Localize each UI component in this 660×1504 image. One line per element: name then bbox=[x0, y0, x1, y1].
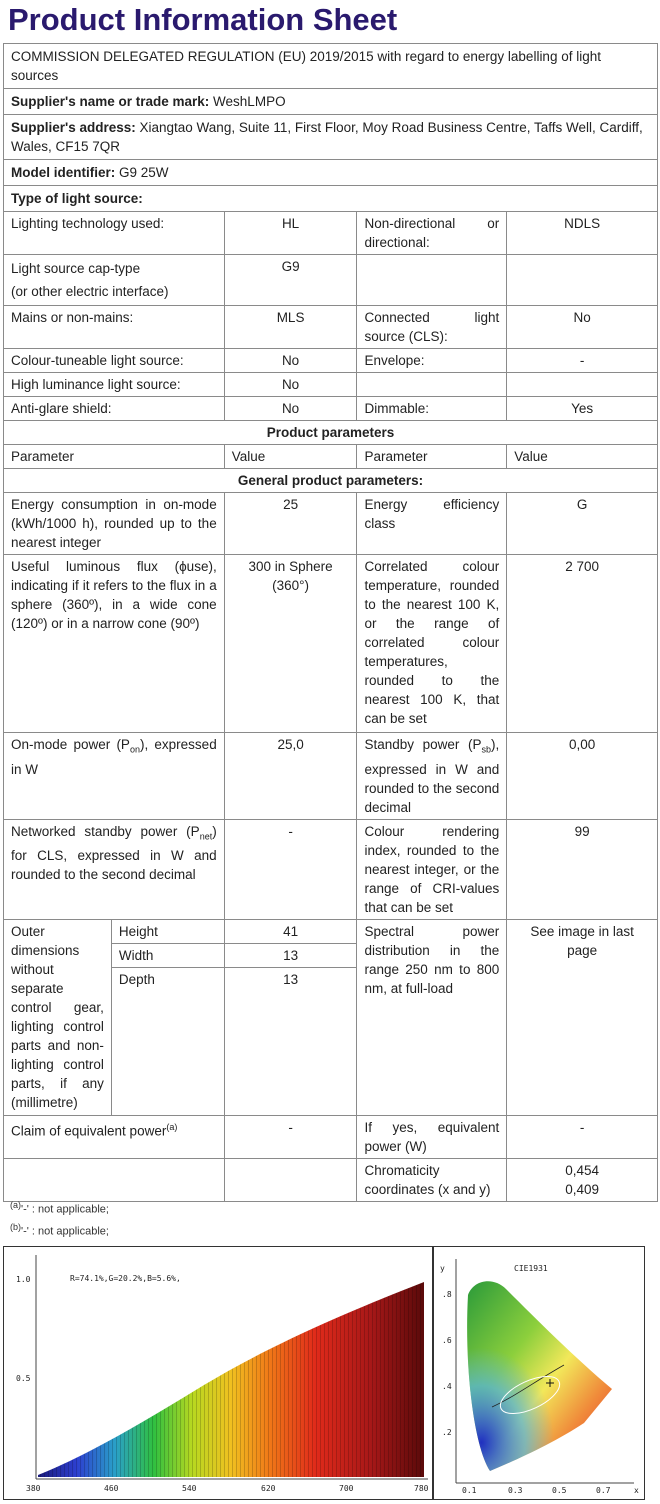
label-energy-consumption: Energy consumption in on-mode (kWh/1000 h), rounded up to the nearest integer bbox=[4, 493, 225, 555]
spectrum-stripes bbox=[38, 1282, 424, 1477]
value-height: 41 bbox=[224, 919, 357, 943]
supplier-name-value: WeshLMPO bbox=[213, 94, 286, 109]
label-envelope: Envelope: bbox=[357, 349, 507, 373]
value-cap-type: G9 bbox=[224, 255, 357, 306]
spectral-power-svg bbox=[4, 1247, 432, 1499]
label-cap-type-note: (or other electric interface) bbox=[11, 284, 169, 299]
type-row-tech bbox=[4, 212, 658, 255]
label-mains: Mains or non-mains: bbox=[4, 306, 225, 349]
model-label: Model identifier: bbox=[11, 165, 116, 180]
label-high-luminance: High luminance light source: bbox=[4, 373, 225, 397]
label-colour-tuneable: Colour-tuneable light source: bbox=[4, 349, 225, 373]
type-row-high-luminance bbox=[4, 373, 658, 397]
value-anti-glare: No bbox=[224, 397, 357, 421]
supplier-address-row bbox=[4, 115, 658, 160]
label-standby-power: Standby power $(P_{sb})$, expressed in W and rounded to the second decimal bbox=[357, 733, 507, 820]
cie-chromaticity-chart bbox=[433, 1246, 645, 1500]
value-if-yes-equivalent: - bbox=[507, 1115, 658, 1158]
value-standby-power: 0,00 bbox=[507, 733, 658, 820]
value-high-luminance: No bbox=[224, 373, 357, 397]
label-width: Width bbox=[111, 943, 224, 967]
cie-y-tick-04: .4 bbox=[442, 1382, 452, 1391]
type-row-tuneable bbox=[4, 349, 658, 373]
regulation-text: COMMISSION DELEGATED REGULATION (EU) 2019/2015 with regard to energy labelling of light sources bbox=[4, 44, 658, 89]
type-row-cap bbox=[4, 255, 658, 306]
value-mains: MLS bbox=[224, 306, 357, 349]
cie-x-tick-03: 0.3 bbox=[508, 1486, 523, 1495]
label-directional: Non-directional or directional: bbox=[357, 212, 507, 255]
label-cap-type: Light source cap-type bbox=[11, 261, 141, 276]
col-header-parameter-2: Parameter bbox=[357, 445, 507, 469]
label-cls: Connected light source (CLS): bbox=[357, 306, 507, 349]
spd-stats: R=74.1%,G=20.2%,B=5.6%, bbox=[70, 1274, 181, 1283]
value-on-mode-power: 25,0 bbox=[224, 733, 357, 820]
product-parameters-heading: Product parameters bbox=[4, 421, 658, 445]
charts-area bbox=[3, 1246, 643, 1500]
type-row-mains bbox=[4, 306, 658, 349]
label-networked-standby: Networked standby power $(P_{net})$ for CLS, expressed in W and rounded to the second decimal bbox=[4, 819, 225, 919]
spd-x-label-460: 460 bbox=[104, 1484, 119, 1493]
value-colour-tuneable: No bbox=[224, 349, 357, 373]
cie-svg bbox=[434, 1247, 644, 1499]
cie-x-axis-label: x bbox=[634, 1486, 639, 1495]
value-directional: NDLS bbox=[507, 212, 658, 255]
general-parameters-heading: General product parameters: bbox=[4, 469, 658, 493]
value-cri: 99 bbox=[507, 819, 658, 919]
param-row-network bbox=[4, 819, 658, 919]
cie-y-axis-label: y bbox=[440, 1264, 445, 1273]
label-if-yes-equivalent: If yes, equivalent power (W) bbox=[357, 1115, 507, 1158]
spd-x-label-700: 700 bbox=[339, 1484, 354, 1493]
type-row-glare bbox=[4, 397, 658, 421]
col-header-parameter-1: Parameter bbox=[4, 445, 225, 469]
cie-x-tick-07: 0.7 bbox=[596, 1486, 611, 1495]
supplier-address-value: Xiangtao Wang, Suite 11, First Floor, Moy Road Business Centre, Taffs Well, Cardiff, Wales, CF15 7QR bbox=[11, 120, 643, 154]
cie-x-tick-05: 0.5 bbox=[552, 1486, 567, 1495]
param-row-power bbox=[4, 733, 658, 820]
label-depth: Depth bbox=[111, 967, 224, 1115]
value-depth: 13 bbox=[224, 967, 357, 1115]
supplier-name-label: Supplier's name or trade mark: bbox=[11, 94, 210, 109]
label-anti-glare: Anti-glare shield: bbox=[4, 397, 225, 421]
param-row-flux bbox=[4, 555, 658, 733]
model-value: G9 25W bbox=[119, 165, 169, 180]
label-equivalent-power: Claim of equivalent power$^{(a)}$ bbox=[4, 1115, 225, 1158]
value-energy-class: G bbox=[507, 493, 658, 555]
cie-title: CIE1931 bbox=[514, 1264, 548, 1273]
cie-gamut-blue bbox=[467, 1281, 612, 1471]
type-heading-row bbox=[4, 186, 658, 212]
cie-x-tick-01: 0.1 bbox=[462, 1486, 477, 1495]
product-information-table bbox=[3, 43, 658, 1202]
spd-x-label-620: 620 bbox=[261, 1484, 276, 1493]
product-parameters-row bbox=[4, 421, 658, 445]
spd-y-label-1: 1.0 bbox=[16, 1275, 31, 1284]
label-outer-dimensions: Outer dimensions without separate control gear, lighting control parts and non-lighting control parts, if any (millimetre) bbox=[4, 919, 112, 1115]
label-on-mode-power: On-mode power $(P_{on})$, expressed in W bbox=[4, 733, 225, 820]
supplier-address-label: Supplier's address: bbox=[11, 120, 136, 135]
column-header-row bbox=[4, 445, 658, 469]
col-header-value-1: Value bbox=[224, 445, 357, 469]
supplier-name-row bbox=[4, 89, 658, 115]
value-colour-temperature: 2 700 bbox=[507, 555, 658, 733]
label-spectral-distribution: Spectral power distribution in the range 250 nm to 800 nm, at full-load bbox=[357, 919, 507, 1115]
value-cls: No bbox=[507, 306, 658, 349]
spd-x-label-540: 540 bbox=[182, 1484, 197, 1493]
label-luminous-flux: Useful luminous flux (ϕuse), indicating if it refers to the flux in a sphere (360º), in a wide cone (120º) or in a narrow cone (90º) bbox=[4, 555, 225, 733]
label-lighting-technology: Lighting technology used: bbox=[4, 212, 225, 255]
spd-x-label-780: 780 bbox=[414, 1484, 429, 1493]
cie-y-tick-02: .2 bbox=[442, 1428, 452, 1437]
value-width: 13 bbox=[224, 943, 357, 967]
label-cri: Colour rendering index, rounded to the nearest integer, or the range of CRI-values that can be set bbox=[357, 819, 507, 919]
general-parameters-row bbox=[4, 469, 658, 493]
footnote-b: $^{(b)}$'-' : not applicable; bbox=[10, 1222, 109, 1238]
col-header-value-2: Value bbox=[507, 445, 658, 469]
cie-y-tick-08: .8 bbox=[442, 1290, 452, 1299]
label-chromaticity: Chromaticity coordinates (x and y) bbox=[357, 1158, 507, 1201]
value-dimmable: Yes bbox=[507, 397, 658, 421]
param-row-equivalent bbox=[4, 1115, 658, 1158]
param-row-chromaticity bbox=[4, 1158, 658, 1201]
page-title: Product Information Sheet bbox=[8, 2, 398, 37]
value-spectral-distribution: See image in last page bbox=[507, 919, 658, 1115]
param-row-energy bbox=[4, 493, 658, 555]
type-heading: Type of light source: bbox=[11, 191, 143, 206]
label-height: Height bbox=[111, 919, 224, 943]
label-colour-temperature: Correlated colour temperature, rounded to the nearest 100 K, or the range of correlated colour temperatures, rounded to the nearest 100 K, that can be set bbox=[357, 555, 507, 733]
cie-y-tick-06: .6 bbox=[442, 1336, 452, 1345]
value-chromaticity: 0,454 0,409 bbox=[507, 1158, 658, 1201]
spd-y-label-05: 0.5 bbox=[16, 1374, 31, 1383]
label-energy-class: Energy efficiency class bbox=[357, 493, 507, 555]
value-lighting-technology: HL bbox=[224, 212, 357, 255]
regulation-row bbox=[4, 44, 658, 89]
value-luminous-flux: 300 in Sphere (360°) bbox=[224, 555, 357, 733]
param-row-dimensions bbox=[4, 919, 658, 943]
value-envelope: - bbox=[507, 349, 658, 373]
value-equivalent-power: - bbox=[224, 1115, 357, 1158]
model-row bbox=[4, 160, 658, 186]
value-energy-consumption: 25 bbox=[224, 493, 357, 555]
value-networked-standby: - bbox=[224, 819, 357, 919]
label-dimmable: Dimmable: bbox=[357, 397, 507, 421]
footnote-a: $^{(a)}$'-' : not applicable; bbox=[10, 1200, 109, 1216]
spd-x-label-380: 380 bbox=[26, 1484, 41, 1493]
spectral-power-chart bbox=[3, 1246, 433, 1500]
